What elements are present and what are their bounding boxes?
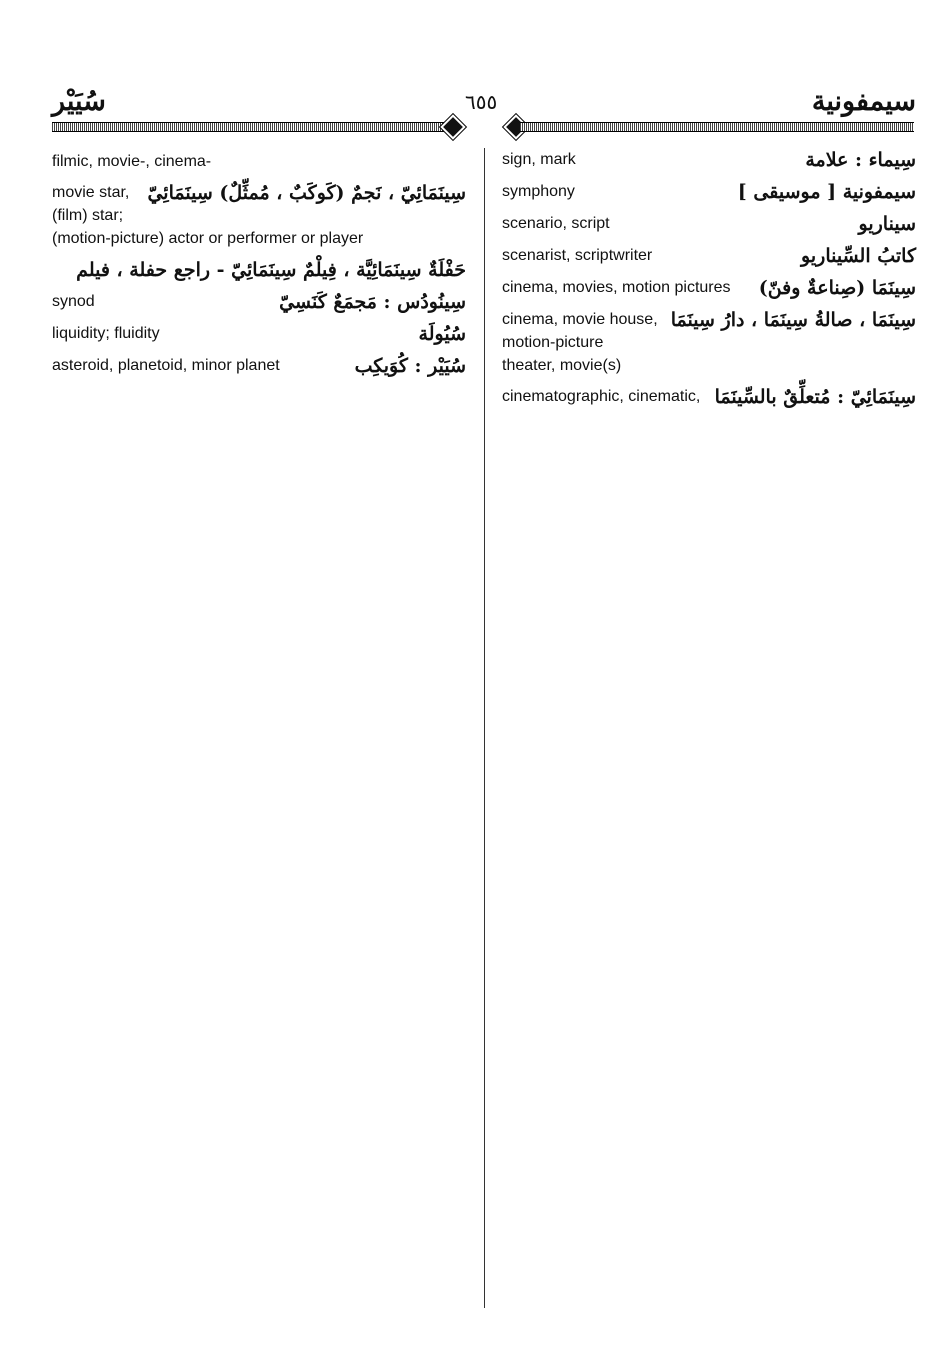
entry-english: sign, mark — [502, 151, 576, 168]
page-header — [0, 86, 938, 146]
dictionary-entry — [52, 290, 466, 314]
header-rule-left — [52, 122, 444, 132]
entry-english: symphony — [502, 183, 575, 200]
dictionary-entry — [502, 212, 916, 236]
dictionary-entry — [52, 181, 466, 250]
dictionary-entry — [502, 146, 916, 172]
guide-word-right: سيمفونية — [811, 86, 916, 117]
guide-word-left: سُيَيْر — [52, 86, 106, 117]
dictionary-entry — [502, 276, 916, 300]
entry-arabic: سيمفونية [ موسيقى ] — [737, 181, 916, 203]
entry-arabic: كاتبُ السِّيناريو — [801, 245, 916, 267]
entry-english: scenarist, scriptwriter — [502, 247, 653, 264]
entry-arabic: سيناريو — [858, 213, 916, 235]
dictionary-entry — [52, 322, 466, 346]
dictionary-entry — [502, 244, 916, 268]
entry-arabic: سِينُودُس : مَجمَعٌ كَنَسِيّ — [279, 291, 466, 313]
dictionary-entry — [52, 354, 466, 378]
column-divider — [484, 148, 485, 1308]
entry-arabic: سِينَمَائِيّ ، نَجمٌ (كَوكَبٌ ، مُمثِّلٌ) سِينَمَائِيّ — [147, 182, 466, 204]
entry-english: synod — [52, 293, 95, 310]
left-column — [52, 146, 466, 386]
entry-english: asteroid, planetoid, minor planet — [52, 357, 280, 374]
entry-arabic: حَفْلَةٌ سِينَمَائِيَّة ، فِيلْمٌ سِينَمَائِيّ - راجع حفلة ، فيلم — [76, 259, 466, 281]
entry-english: filmic, movie-, cinema- — [52, 153, 212, 170]
right-column — [502, 146, 916, 417]
entry-english: liquidity; fluidity — [52, 325, 160, 342]
entry-arabic: سُيَيْر : كُوَيكِب — [354, 355, 466, 377]
entry-arabic: سِينَمَا ، صالةُ سِينَمَا ، دارُ سِينَمَا — [670, 309, 916, 331]
dictionary-entry — [52, 146, 466, 173]
entry-english: cinematographic, cinematic, — [502, 388, 701, 405]
entry-arabic: سِينَمَا (صِناعةٌ وفنّ) — [758, 277, 916, 299]
page-number: ٦٥٥ — [465, 90, 498, 114]
entry-english: cinema, movies, motion pictures — [502, 279, 731, 296]
entry-english: scenario, script — [502, 215, 610, 232]
entry-english: movie star, (film) star; (motion-picture) actor or performer or player — [52, 184, 364, 247]
dictionary-entry — [502, 385, 916, 409]
entry-arabic: سُيُولَة — [418, 323, 466, 345]
entry-arabic: سِينَمَائِيّ : مُتعلِّقٌ بالسِّينَمَا — [714, 386, 916, 408]
entry-english: cinema, movie house, motion-picture theater, movie(s) — [502, 311, 658, 374]
header-rule-right — [520, 122, 914, 132]
dictionary-entry — [502, 308, 916, 377]
dictionary-entry — [502, 180, 916, 204]
entry-arabic: سِيماء : علامة — [805, 149, 916, 171]
dictionary-entry — [52, 258, 466, 282]
